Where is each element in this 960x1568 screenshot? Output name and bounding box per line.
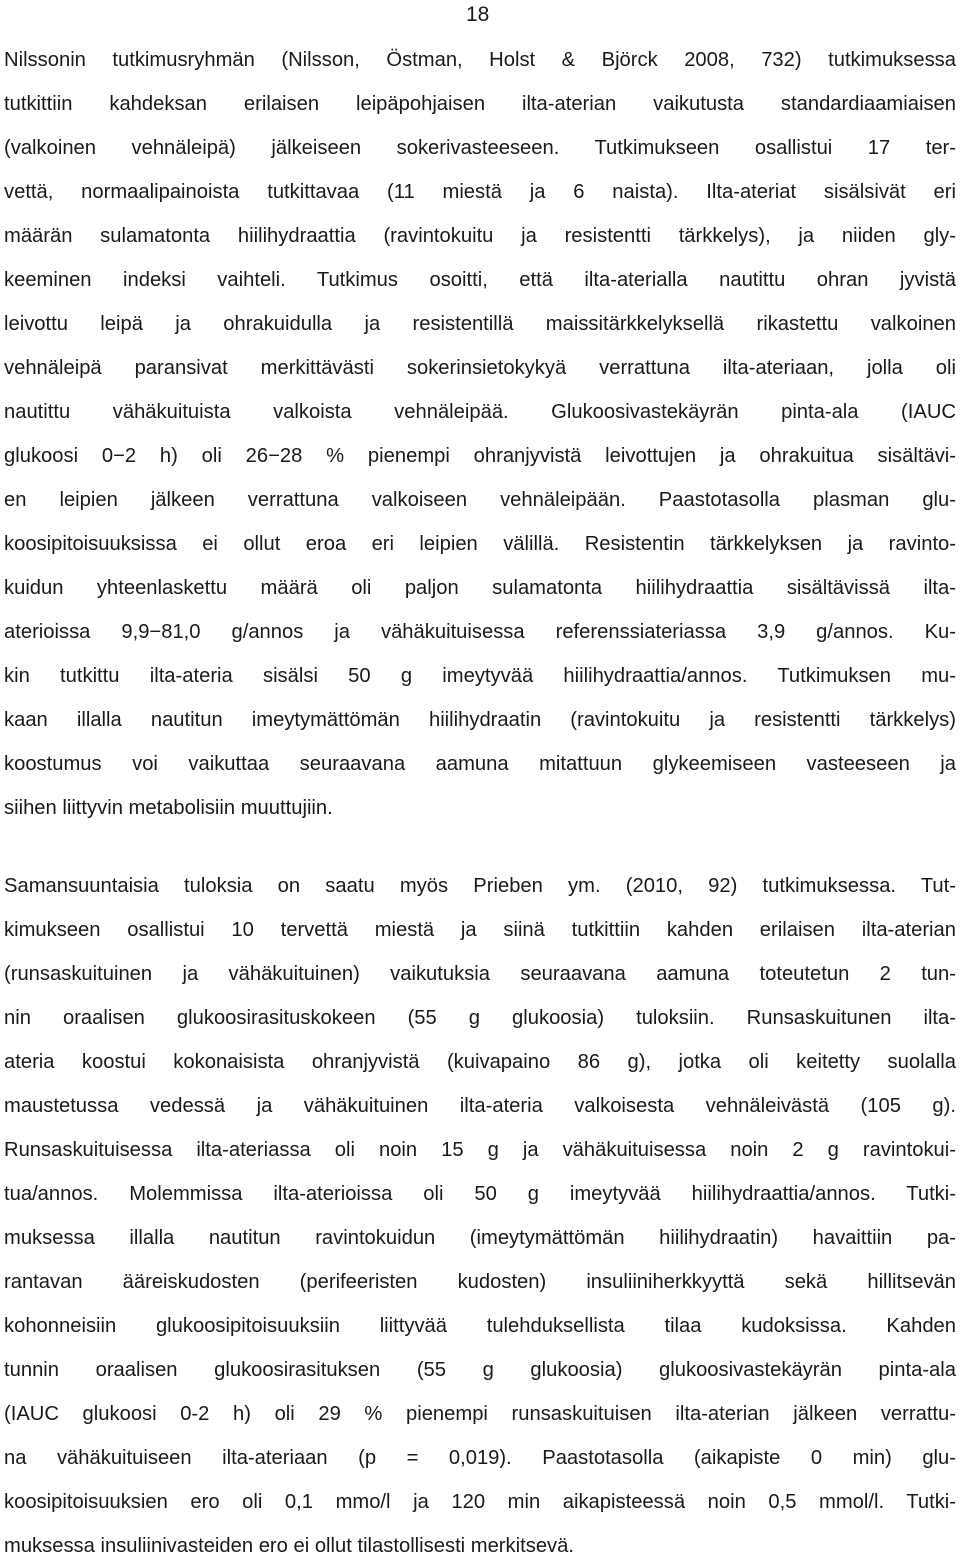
text-line: kimukseen osallistui 10 tervettä miestä ja siinä tutkittiin kahden erilaisen ilta-aterian [4,919,956,941]
text-line: muksessa insuliinivasteiden ero ei ollut tilastollisesti merkitsevä. [4,1535,574,1557]
text-line: siihen liittyvin metabolisiin muuttujiin. [4,797,333,819]
text-line: (runsaskuituinen ja vähäkuituinen) vaikutuksia seuraavana aamuna toteutetun 2 tun- [4,963,956,985]
text-line: keeminen indeksi vaihteli. Tutkimus osoitti, että ilta-aterialla nautittu ohran jyvistä [4,269,956,291]
text-line: maustetussa vedessä ja vähäkuituinen ilta-ateria valkoisesta vehnäleivästä (105 g). [4,1095,956,1117]
text-line: nautittu vähäkuituista valkoista vehnäleipää. Glukoosivastekäyrän pinta-ala (IAUC [4,401,956,423]
text-line: leivottu leipä ja ohrakuidulla ja resistentillä maissitärkkelyksellä rikastettu valkoinen [4,313,956,335]
text-line: tua/annos. Molemmissa ilta-aterioissa oli 50 g imeytyvää hiilihydraattia/annos. Tutki- [4,1183,956,1205]
text-line: na vähäkuituiseen ilta-ateriaan (p = 0,019). Paastotasolla (aikapiste 0 min) glu- [4,1447,956,1469]
text-line: määrän sulamatonta hiilihydraattia (ravintokuitu ja resistentti tärkkelys), ja niiden gly- [4,225,956,247]
text-line: vettä, normaalipainoista tutkittavaa (11 miestä ja 6 naista). Ilta-ateriat sisälsivät eri [4,181,956,203]
text-line: muksessa illalla nautitun ravintokuidun (imeytymättömän hiilihydraatin) havaittiin pa- [4,1227,956,1249]
text-line: ateria koostui kokonaisista ohranjyvistä (kuivapaino 86 g), jotka oli keitetty suolalla [4,1051,956,1073]
paragraph-priebe-study [4,864,956,1568]
text-line: nin oraalisen glukoosirasituskokeen (55 g glukoosia) tuloksiin. Runsaskuitunen ilta- [4,1007,956,1029]
text-line: vehnäleipä paransivat merkittävästi sokerinsietokykyä verrattuna ilta-ateriaan, jolla oli [4,357,956,379]
text-line: (valkoinen vehnäleipä) jälkeiseen sokerivasteeseen. Tutkimukseen osallistui 17 ter- [4,137,956,159]
text-line: koosipitoisuuksien ero oli 0,1 mmo/l ja 120 min aikapisteessä noin 0,5 mmol/l. Tutki- [4,1491,956,1513]
text-line: koostumus voi vaikuttaa seuraavana aamuna mitattuun glykeemiseen vasteeseen ja [4,753,956,775]
text-line: kuidun yhteenlaskettu määrä oli paljon sulamatonta hiilihydraattia sisältävissä ilta- [4,577,956,599]
text-line: Runsaskuituisessa ilta-ateriassa oli noin 15 g ja vähäkuituisessa noin 2 g ravintokui- [4,1139,956,1161]
text-line: rantavan ääreiskudosten (perifeeristen kudosten) insuliiniherkkyyttä sekä hillitsevän [4,1271,956,1293]
page-number: 18 [466,3,490,26]
text-line: koosipitoisuuksissa ei ollut eroa eri leipien välillä. Resistentin tärkkelyksen ja ravinto- [4,533,956,555]
text-line: tunnin oraalisen glukoosirasituksen (55 g glukoosia) glukoosivastekäyrän pinta-ala [4,1359,956,1381]
text-line: (IAUC glukoosi 0-2 h) oli 29 % pienempi runsaskuituisen ilta-aterian jälkeen verrattu- [4,1403,956,1425]
text-line: kohonneisiin glukoosipitoisuuksiin liittyvää tulehduksellista tilaa kudoksissa. Kahden [4,1315,956,1337]
text-line: glukoosi 0−2 h) oli 26−28 % pienempi ohranjyvistä leivottujen ja ohrakuitua sisältävi- [4,445,956,467]
text-line: kaan illalla nautitun imeytymättömän hiilihydraatin (ravintokuitu ja resistentti tärkkelys) [4,709,956,731]
paragraph-nilsson-study [4,38,956,830]
text-line: en leipien jälkeen verrattuna valkoiseen vehnäleipään. Paastotasolla plasman glu- [4,489,956,511]
text-line: Nilssonin tutkimusryhmän (Nilsson, Östman, Holst & Björck 2008, 732) tutkimuksessa [4,49,956,71]
text-line: Samansuuntaisia tuloksia on saatu myös Prieben ym. (2010, 92) tutkimuksessa. Tut- [4,875,956,897]
text-line: kin tutkittu ilta-ateria sisälsi 50 g imeytyvää hiilihydraattia/annos. Tutkimuksen mu- [4,665,956,687]
text-line: tutkittiin kahdeksan erilaisen leipäpohjaisen ilta-aterian vaikutusta standardiaamiaisen [4,93,956,115]
text-line: aterioissa 9,9−81,0 g/annos ja vähäkuituisessa referenssiateriassa 3,9 g/annos. Ku- [4,621,956,643]
